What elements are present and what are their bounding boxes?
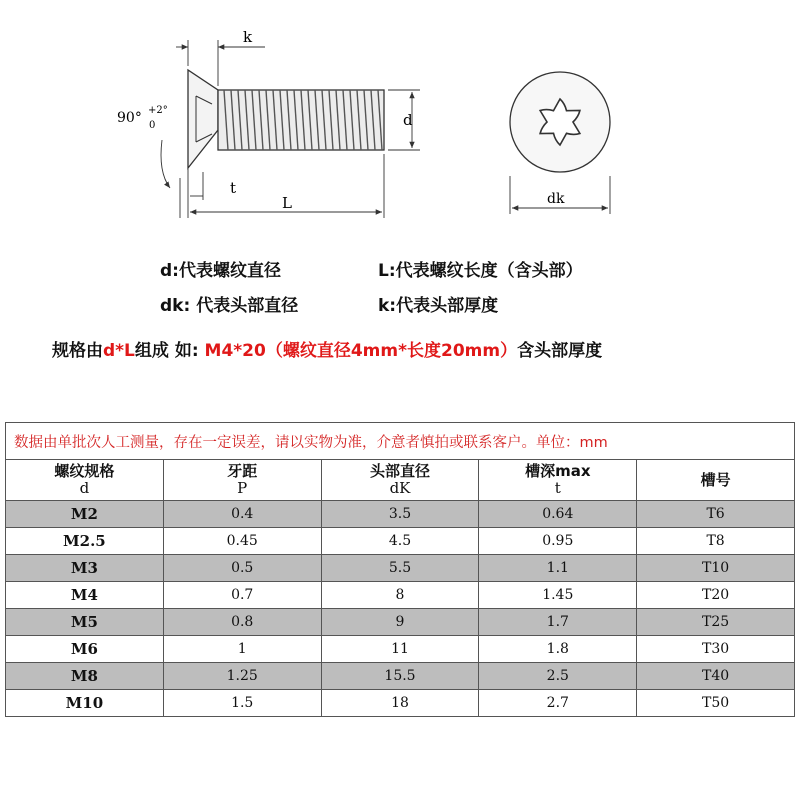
dim-label-L: L — [282, 194, 292, 212]
spec-example: M4*20（螺纹直径4mm*长度20mm） — [204, 341, 518, 361]
header-title: 牙距 — [227, 462, 258, 480]
table-cell: M4 — [6, 582, 164, 609]
table-cell: M5 — [6, 609, 164, 636]
table-cell: 0.4 — [163, 501, 321, 528]
header-symbol: dK — [389, 479, 411, 497]
table-row — [6, 663, 795, 690]
table-cell: 1.7 — [479, 609, 637, 636]
table-row — [6, 582, 795, 609]
table-row — [6, 609, 795, 636]
table-cell: T50 — [637, 690, 795, 717]
dim-label-k: k — [243, 28, 253, 46]
table-cell: 0.5 — [163, 555, 321, 582]
table-cell: 3.5 — [321, 501, 479, 528]
table-cell: 0.8 — [163, 609, 321, 636]
table-cell: 11 — [321, 636, 479, 663]
table-cell: 0.45 — [163, 528, 321, 555]
table-cell: 2.5 — [479, 663, 637, 690]
spec-prefix: 规格由 — [52, 341, 103, 361]
spec-description — [52, 336, 602, 361]
dim-label-angle-tol-lower: 0 — [149, 120, 156, 131]
table-notice: 数据由单批次人工测量，存在一定误差，请以实物为准，介意者慎拍或联系客户。单位：mm — [6, 423, 795, 460]
table-cell: M2 — [6, 501, 164, 528]
table-cell: T40 — [637, 663, 795, 690]
legend-dk: dk: 代表头部直径 — [160, 296, 299, 316]
table-cell: 1.45 — [479, 582, 637, 609]
dim-label-t: t — [230, 179, 237, 197]
table-cell: 1.5 — [163, 690, 321, 717]
header-title: 槽深max — [525, 462, 591, 480]
legend-L: L:代表螺纹长度（含头部） — [378, 261, 583, 281]
header-title: 螺纹规格 — [54, 462, 115, 480]
table-cell: 0.64 — [479, 501, 637, 528]
table-cell: T25 — [637, 609, 795, 636]
table-header-cell — [321, 460, 479, 501]
table-row — [6, 528, 795, 555]
table-cell: 1 — [163, 636, 321, 663]
table-cell: M3 — [6, 555, 164, 582]
legend-k: k:代表头部厚度 — [378, 296, 499, 316]
table-cell: 8 — [321, 582, 479, 609]
dim-label-dk: dk — [547, 191, 565, 207]
table-cell: 18 — [321, 690, 479, 717]
dim-label-angle: 90° — [117, 110, 142, 126]
spec-table — [5, 422, 795, 717]
table-cell: T20 — [637, 582, 795, 609]
screw-technical-drawing — [0, 0, 800, 240]
table-cell: 1.8 — [479, 636, 637, 663]
dim-label-angle-tol: +2° — [148, 105, 168, 116]
table-cell: T30 — [637, 636, 795, 663]
table-cell: 15.5 — [321, 663, 479, 690]
table-cell: 2.7 — [479, 690, 637, 717]
table-header-cell — [479, 460, 637, 501]
table-header-cell — [637, 460, 795, 501]
table-cell: M6 — [6, 636, 164, 663]
table-cell: M10 — [6, 690, 164, 717]
table-cell: M2.5 — [6, 528, 164, 555]
header-symbol: d — [79, 479, 90, 497]
spec-dl: d*L — [103, 341, 135, 361]
table-row — [6, 636, 795, 663]
table-cell: 1.25 — [163, 663, 321, 690]
spec-suffix: 含头部厚度 — [517, 341, 603, 361]
table-header-cell — [163, 460, 321, 501]
table-row — [6, 555, 795, 582]
table-cell: T6 — [637, 501, 795, 528]
table-cell: T10 — [637, 555, 795, 582]
header-symbol: P — [237, 479, 248, 497]
spec-middle: 组成 如: — [134, 341, 205, 361]
table-cell: 9 — [321, 609, 479, 636]
table-cell: M8 — [6, 663, 164, 690]
table-cell: 0.7 — [163, 582, 321, 609]
table-header-row — [6, 460, 795, 501]
dim-label-d: d — [403, 111, 413, 129]
screw-side-view — [188, 70, 384, 168]
table-cell: 4.5 — [321, 528, 479, 555]
table-row — [6, 690, 795, 717]
table-header-cell — [6, 460, 164, 501]
header-symbol: t — [554, 479, 561, 497]
table-cell: 5.5 — [321, 555, 479, 582]
legend-d: d:代表螺纹直径 — [160, 261, 281, 281]
table-cell: 0.95 — [479, 528, 637, 555]
header-title: 槽号 — [700, 470, 731, 489]
table-row — [6, 501, 795, 528]
table-body — [6, 501, 795, 717]
table-cell: T8 — [637, 528, 795, 555]
table-cell: 1.1 — [479, 555, 637, 582]
header-title: 头部直径 — [369, 462, 430, 480]
